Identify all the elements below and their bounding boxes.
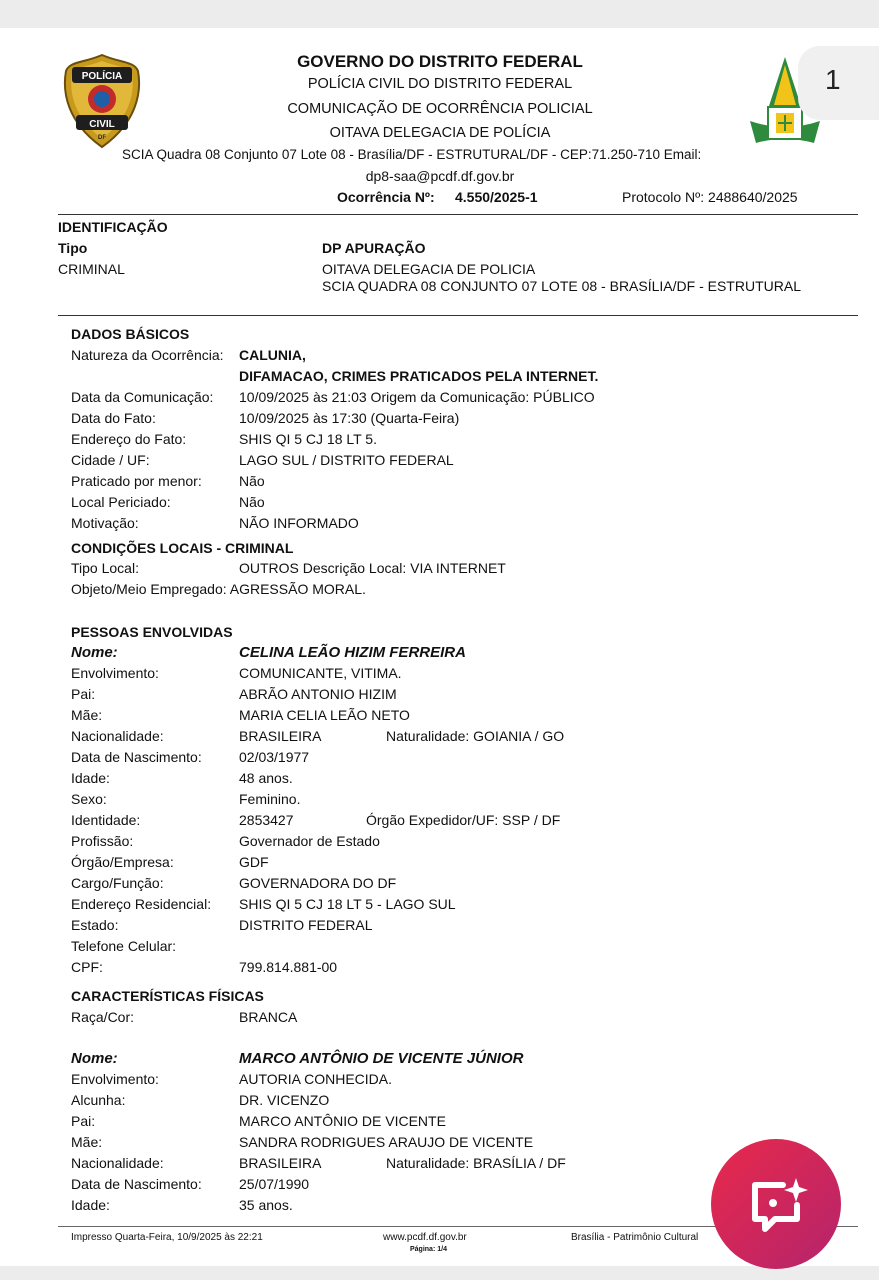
pai-value: MARCO ANTÔNIO DE VICENTE: [239, 1113, 446, 1129]
envolvimento-label: Envolvimento:: [71, 665, 159, 681]
raca-cor-value: BRANCA: [239, 1009, 298, 1025]
policia-civil-badge-logo: [62, 53, 142, 149]
tipo-label: Tipo: [58, 240, 88, 256]
cpf-label: CPF:: [71, 959, 103, 975]
profissao-value: Governador de Estado: [239, 833, 380, 849]
divider: [58, 214, 858, 215]
footer-website: www.pcdf.df.gov.br: [383, 1232, 467, 1243]
ocorrencia-label: Ocorrência Nº:: [337, 189, 435, 205]
nacionalidade-value: BRASILEIRA: [239, 728, 322, 744]
sexo-value: Feminino.: [239, 791, 301, 807]
tipo-value: CRIMINAL: [58, 261, 125, 277]
header-line-4: OITAVA DELEGACIA DE POLÍCIA: [329, 125, 551, 141]
estado-label: Estado:: [71, 917, 119, 933]
idade-label: Idade:: [71, 1197, 110, 1213]
envolvimento-value: COMUNICANTE, VITIMA.: [239, 665, 402, 681]
endereco-do-fato-value: SHIS QI 5 CJ 18 LT 5.: [239, 431, 377, 447]
mae-label: Mãe:: [71, 1134, 103, 1150]
envolvimento-label: Envolvimento:: [71, 1071, 159, 1087]
envolvimento-value: AUTORIA CONHECIDA.: [239, 1071, 392, 1087]
natureza-value-2: DIFAMACAO, CRIMES PRATICADOS PELA INTERNET.: [239, 368, 599, 384]
badge-text-top: POLÍCIA: [81, 71, 123, 82]
dp-apuracao-line-2: SCIA QUADRA 08 CONJUNTO 07 LOTE 08 - BRASÍLIA/DF - ESTRUTURAL: [322, 278, 801, 294]
local-periciado-value: Não: [239, 494, 265, 510]
pai-value: ABRÃO ANTONIO HIZIM: [239, 686, 397, 702]
tipo-local-value: OUTROS Descrição Local: VIA INTERNET: [239, 560, 506, 576]
nacionalidade-extra: Naturalidade: GOIANIA / GO: [386, 728, 565, 744]
profissao-label: Profissão:: [71, 833, 134, 849]
cargo-funcao-value: GOVERNADORA DO DF: [239, 875, 397, 891]
cpf-value: 799.814.881-00: [239, 959, 338, 975]
praticado-por-menor-value: Não: [239, 473, 265, 489]
badge-text-df: DF: [98, 135, 106, 141]
idade-value: 35 anos.: [239, 1197, 293, 1213]
dp-apuracao-label: DP APURAÇÃO: [322, 240, 426, 256]
alcunha-value: DR. VICENZO: [239, 1092, 330, 1108]
person-2-name-label: Nome:: [71, 1050, 118, 1067]
badge-text-bottom: CIVIL: [89, 119, 115, 130]
endereco-residencial-value: SHIS QI 5 CJ 18 LT 5 - LAGO SUL: [239, 896, 456, 912]
orgao-empresa-value: GDF: [239, 854, 269, 870]
cidade-uf-value: LAGO SUL / DISTRITO FEDERAL: [239, 452, 454, 468]
pessoas-envolvidas-title: PESSOAS ENVOLVIDAS: [71, 624, 233, 640]
nacionalidade-value: BRASILEIRA: [239, 1155, 322, 1171]
pai-label: Pai:: [71, 686, 96, 702]
idade-value: 48 anos.: [239, 770, 293, 786]
telefone-celular-label: Telefone Celular:: [71, 938, 177, 954]
sexo-label: Sexo:: [71, 791, 107, 807]
data-de-nascimento-label: Data de Nascimento:: [71, 1176, 202, 1192]
footer-page-number: Página: 1/4: [410, 1246, 447, 1253]
estado-value: DISTRITO FEDERAL: [239, 917, 373, 933]
person-1-name-label: Nome:: [71, 644, 118, 661]
orgao-empresa-label: Órgão/Empresa:: [71, 854, 174, 870]
data-da-comunicacao-value: 10/09/2025 às 21:03 Origem da Comunicação: PÚBLICO: [239, 389, 595, 405]
dados-basicos-title: DADOS BÁSICOS: [71, 326, 190, 342]
identidade-label: Identidade:: [71, 812, 141, 828]
page-number-text: 1: [825, 64, 841, 95]
footer-brasilia: Brasília - Patrimônio Cultural: [571, 1232, 699, 1243]
natureza-label: Natureza da Ocorrência:: [71, 347, 224, 363]
alcunha-label: Alcunha:: [71, 1092, 126, 1108]
divider: [58, 315, 858, 316]
header-line-2: POLÍCIA CIVIL DO DISTRITO FEDERAL: [307, 76, 573, 92]
data-da-comunicacao-label: Data da Comunicação:: [71, 389, 214, 405]
nacionalidade-label: Nacionalidade:: [71, 728, 164, 744]
caracteristicas-fisicas-title: CARACTERÍSTICAS FÍSICAS: [71, 988, 264, 1004]
mae-value: SANDRA RODRIGUES ARAUJO DE VICENTE: [239, 1134, 534, 1150]
identidade-extra: Órgão Expedidor/UF: SSP / DF: [366, 812, 561, 828]
motivacao-value: NÃO INFORMADO: [239, 515, 359, 531]
person-2-name: MARCO ANTÔNIO DE VICENTE JÚNIOR: [239, 1050, 524, 1067]
data-de-nascimento-value: 25/07/1990: [239, 1176, 310, 1192]
data-de-nascimento-value: 02/03/1977: [239, 749, 310, 765]
local-periciado-label: Local Periciado:: [71, 494, 171, 510]
cargo-funcao-label: Cargo/Função:: [71, 875, 164, 891]
pai-label: Pai:: [71, 1113, 96, 1129]
cidade-uf-label: Cidade / UF:: [71, 452, 150, 468]
protocolo-number: Protocolo Nº: 2488640/2025: [622, 189, 798, 205]
header-address: SCIA Quadra 08 Conjunto 07 Lote 08 - Brasília/DF - ESTRUTURAL/DF - CEP:71.250-710 Email:: [122, 147, 702, 162]
idade-label: Idade:: [71, 770, 110, 786]
natureza-value-1: CALUNIA,: [239, 347, 306, 363]
data-de-nascimento-label: Data de Nascimento:: [71, 749, 202, 765]
mae-value: MARIA CELIA LEÃO NETO: [239, 707, 410, 723]
ocorrencia-number: 4.550/2025-1: [455, 189, 538, 205]
identidade-value: 2853427: [239, 812, 294, 828]
tipo-local-label: Tipo Local:: [71, 560, 139, 576]
document-page: [0, 28, 879, 1266]
person-1-name: CELINA LEÃO HIZIM FERREIRA: [239, 644, 466, 661]
objeto-meio-empregado: Objeto/Meio Empregado: AGRESSÃO MORAL.: [71, 581, 366, 597]
data-do-fato-value: 10/09/2025 às 17:30 (Quarta-Feira): [239, 410, 460, 426]
identificacao-title: IDENTIFICAÇÃO: [58, 219, 168, 235]
data-do-fato-label: Data do Fato:: [71, 410, 156, 426]
nacionalidade-label: Nacionalidade:: [71, 1155, 164, 1171]
mae-label: Mãe:: [71, 707, 103, 723]
endereco-do-fato-label: Endereço do Fato:: [71, 431, 187, 447]
condicoes-locais-title: CONDIÇÕES LOCAIS - CRIMINAL: [71, 540, 294, 556]
praticado-por-menor-label: Praticado por menor:: [71, 473, 202, 489]
endereco-residencial-label: Endereço Residencial:: [71, 896, 212, 912]
sparkle-chat-icon: [711, 1139, 841, 1269]
raca-cor-label: Raça/Cor:: [71, 1009, 135, 1025]
ai-chat-fab[interactable]: [711, 1139, 841, 1269]
header-title: GOVERNO DO DISTRITO FEDERAL: [297, 52, 583, 71]
footer-printed-date: Impresso Quarta-Feira, 10/9/2025 às 22:21: [71, 1232, 263, 1243]
header-email: dp8-saa@pcdf.df.gov.br: [365, 168, 515, 184]
nacionalidade-extra: Naturalidade: BRASÍLIA / DF: [386, 1155, 566, 1171]
dp-apuracao-line-1: OITAVA DELEGACIA DE POLICIA: [322, 261, 536, 277]
header-line-3: COMUNICAÇÃO DE OCORRÊNCIA POLICIAL: [287, 101, 593, 117]
motivacao-label: Motivação:: [71, 515, 139, 531]
